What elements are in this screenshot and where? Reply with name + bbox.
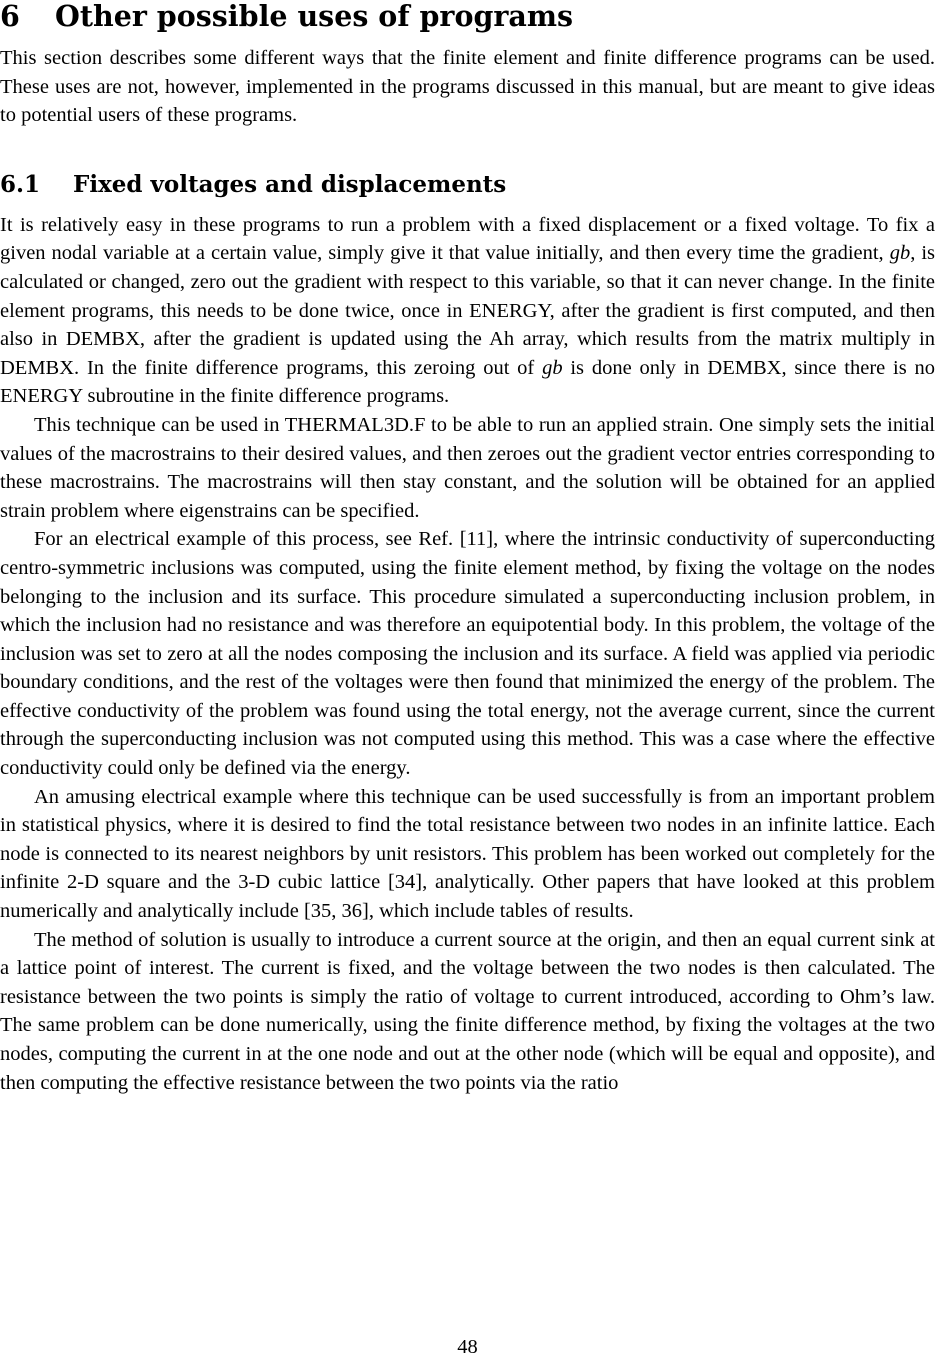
- spacer: [0, 32, 935, 44]
- subsection-number: 6.1: [0, 170, 41, 198]
- paragraph-electrical-example: For an electrical example of this process, see Ref. [11], where the intrinsic conductivity of superconducting centro-symmetric inclusions was computed, using the finite element method, by fixing the voltage on the nodes belonging to the inclusion and its surface. This procedure simulated a superconducting inclusion problem, in which the inclusion had no resistance and was therefore an equipotential body. In this problem, the voltage of the inclusion was set to zero at all the nodes composing the inclusion and its surface. A field was applied via periodic boundary conditions, and the rest of the voltages were then found that minimized the energy of the problem. The effective conductivity of the problem was found using the total energy, not the average current, since the current through the superconducting inclusion was not computed using this method. This was a case where the effective conductivity could only be defined via the energy.: [0, 528, 935, 780]
- spacer: [0, 130, 935, 171]
- paragraph-thermal3d: This technique can be used in THERMAL3D.F to be able to run an applied strain. One simply sets the initial values of the macrostrains to their desired values, and then zeroes out the gradient vector entries corresponding to these macrostrains. The macrostrains will then stay constant, and the solution will be obtained for an applied strain problem where eigenstrains can be specified.: [0, 413, 935, 522]
- section-number: 6: [0, 0, 20, 33]
- subsection-title: Fixed voltages and displacements: [73, 170, 507, 198]
- paragraph-text: , is calculated or changed, zero out the gradient with respect to this variable, so that it can never change. In the finite element programs, this needs to be done twice, once in ENERGY, after the gradient is first computed, and then also in DEMBX, after the gradient is updated using the Ah array, which results from the matrix multiply in DEMBX. In the finite difference programs, this zeroing out of: [0, 242, 935, 379]
- intro-paragraph: This section describes some different ways that the finite element and finite difference programs can be used. These uses are not, however, implemented in the programs discussed in this manual, but are meant to give ideas to potential users of these programs.: [0, 47, 935, 127]
- paragraph-method-of-solution: The method of solution is usually to introduce a current source at the origin, and then an equal current sink at a lattice point of interest. The current is fixed, and the voltage between the two nodes is then calculated. The resistance between the two points is simply the ratio of voltage to current introduced, according to Ohm’s law. The same problem can be done numerically, using the finite difference method, by fixing the voltages at the two nodes, computing the current in at the one node and out at the other node (which will be equal and opposite), and then computing the effective resistance between the two points via the ratio: [0, 928, 935, 1094]
- spacer: [0, 199, 935, 211]
- math-variable-gb: gb: [889, 242, 911, 265]
- section-heading: [0, 0, 935, 32]
- math-variable-gb: gb: [542, 356, 563, 379]
- page-number: 48: [457, 1336, 478, 1358]
- paragraph-infinite-lattice: An amusing electrical example where this technique can be used successfully is from an important problem in statistical physics, where it is desired to find the total resistance between two nodes in an infinite lattice. Each node is connected to its nearest neighbors by unit resistors. This problem has been worked out completely for the infinite 2-D square and the 3-D cubic lattice [34], analytically. Other papers that have looked at this problem numerically and analytically include [35, 36], which include tables of results.: [0, 785, 935, 923]
- paragraph-text: is done only in DEMBX, since there is no ENERGY subroutine in the finite difference programs.: [0, 356, 935, 408]
- paragraph-fixed-variable: [0, 211, 935, 411]
- subsection-heading: [0, 171, 935, 199]
- section-title: Other possible uses of programs: [55, 0, 574, 33]
- paragraph-text: It is relatively easy in these programs to run a problem with a fixed displacement or a fixed voltage. To fix a given nodal variable at a certain value, simply give it that value initially, and then every time the gradient,: [0, 213, 935, 265]
